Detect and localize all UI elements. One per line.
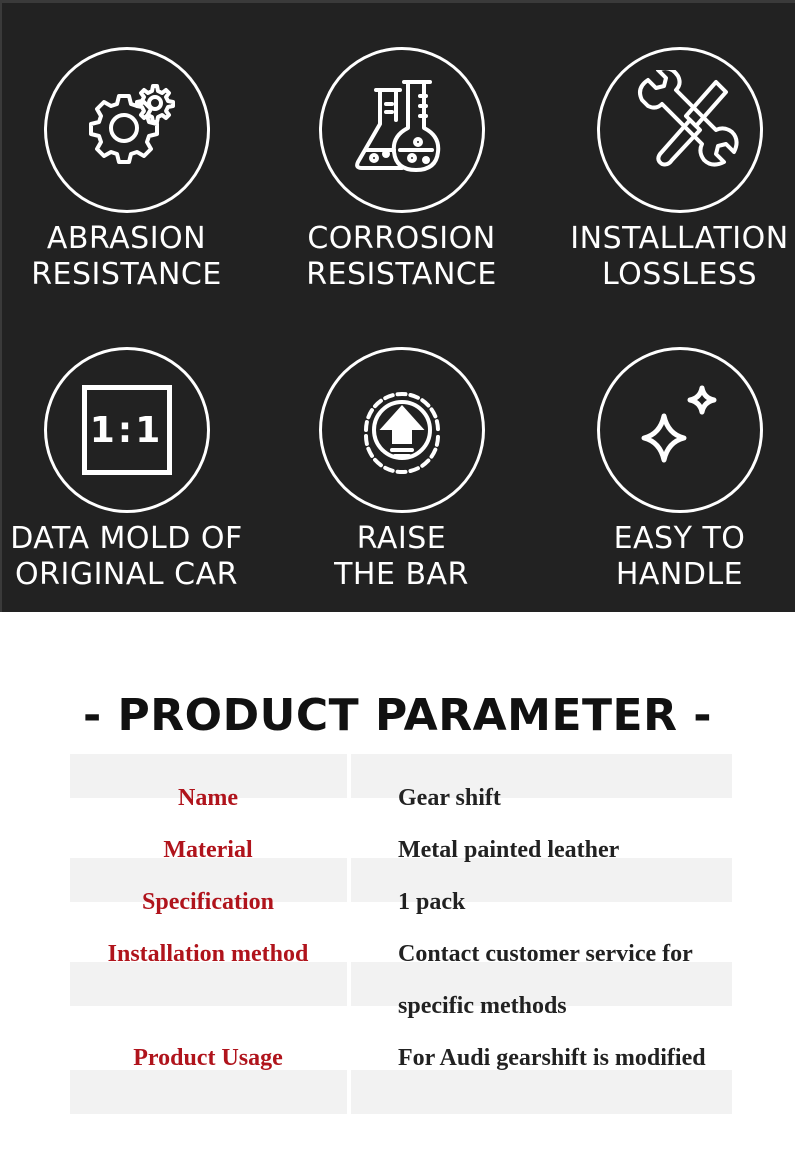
feature-label-line-2: ORIGINAL CAR <box>15 557 238 592</box>
feature-label-line-1: INSTALLATION <box>570 221 789 256</box>
feature-label-line-2: THE BAR <box>334 557 469 592</box>
parameter-value: specific methods <box>398 993 567 1019</box>
parameter-key: Installation method <box>107 941 309 967</box>
feature-label-line-1: CORROSION <box>307 221 496 256</box>
feature-label-line-1: DATA MOLD OF <box>10 521 243 556</box>
table-row <box>0 824 795 876</box>
feature-label-line-2: HANDLE <box>615 557 744 592</box>
feature-label-line-2: LOSSLESS <box>601 257 758 292</box>
table-row <box>0 876 795 928</box>
parameter-key: Name <box>178 785 238 811</box>
parameter-key: Product Usage <box>133 1045 283 1071</box>
ratio-1-1-icon-text: 1:1 <box>89 409 164 451</box>
parameter-key: Specification <box>142 889 274 915</box>
parameter-value: 1 pack <box>398 889 466 915</box>
parameter-key: Material <box>163 837 253 863</box>
parameter-value: For Audi gearshift is modified <box>398 1045 706 1071</box>
feature-label-line-1: ABRASION <box>46 221 207 256</box>
parameter-value: Contact customer service for <box>398 941 693 967</box>
table-row <box>0 980 795 1032</box>
feature-label-line-1: RAISE <box>356 521 447 556</box>
parameter-value: Metal painted leather <box>398 837 620 863</box>
table-row <box>0 1032 795 1084</box>
feature-label-line-1: EASY TO <box>613 521 746 556</box>
section-title: - PRODUCT PARAMETER - <box>82 690 713 741</box>
table-row <box>0 772 795 824</box>
feature-label-line-2: RESISTANCE <box>306 257 497 292</box>
parameter-value: Gear shift <box>398 785 501 811</box>
feature-label-line-2: RESISTANCE <box>31 257 222 292</box>
table-row <box>0 928 795 980</box>
